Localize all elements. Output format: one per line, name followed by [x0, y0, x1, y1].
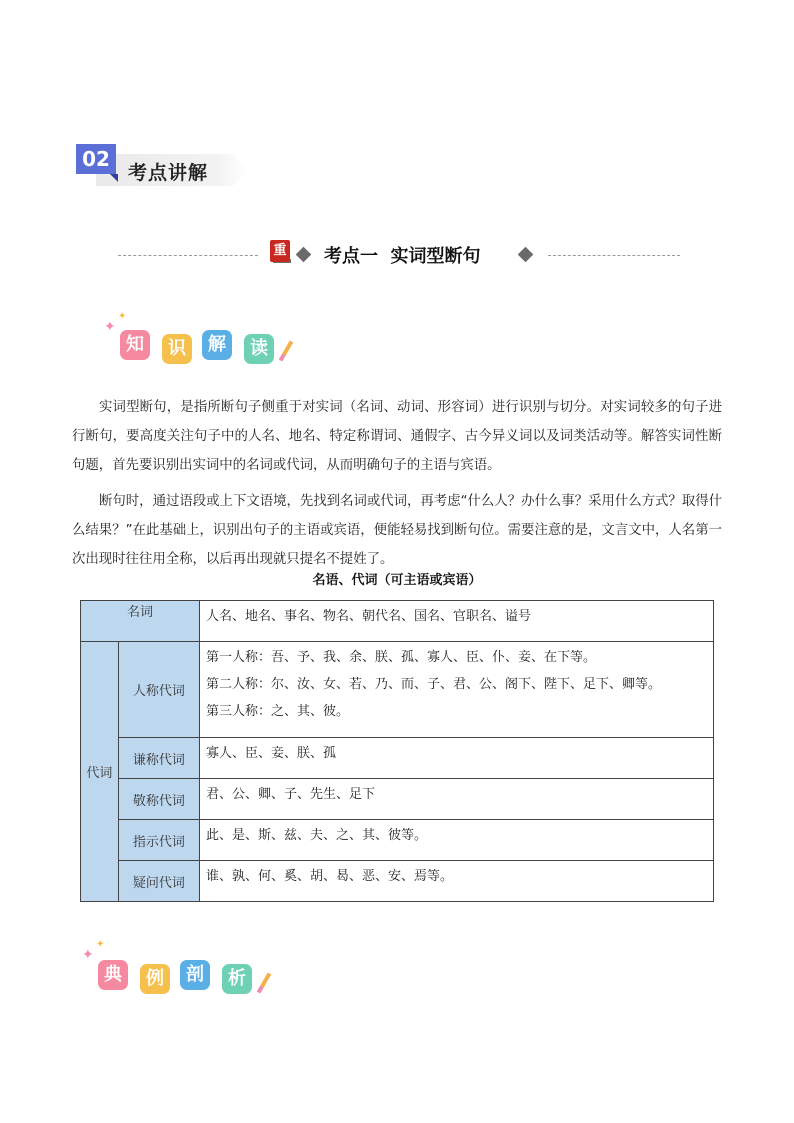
table-row	[81, 601, 714, 642]
pronoun-header: 代词	[81, 642, 119, 902]
row-line: 第三人称：之、其、彼。	[206, 704, 350, 719]
badge-char: 剖	[180, 960, 210, 990]
row-label: 疑问代词	[118, 861, 199, 902]
row-label: 指示代词	[118, 820, 199, 861]
pencil-icon	[257, 972, 271, 993]
row-content: 此、是、斯、兹、夫、之、其、彼等。	[200, 820, 714, 861]
row-line: 第二人称：尔、汝、女、若、乃、而、子、君、公、阁下、陛下、足下、卿等。	[206, 677, 662, 692]
example-analysis-badges	[82, 940, 282, 998]
row-label: 人称代词	[118, 642, 199, 738]
word-class-table	[80, 600, 714, 902]
knowledge-reading-badges	[104, 312, 304, 370]
row-line: 第一人称：吾、予、我、余、朕、孤、寡人、臣、仆、妾、在下等。	[206, 650, 597, 665]
diamond-icon	[518, 247, 534, 263]
row-label: 敬称代词	[118, 779, 199, 820]
section-header	[76, 144, 248, 186]
table-caption: 名语、代词（可主语或宾语）	[312, 573, 482, 588]
badge-char: 解	[202, 330, 232, 360]
row-content: 谁、孰、何、奚、胡、曷、恶、安、焉等。	[200, 861, 714, 902]
badge-char: 析	[222, 964, 252, 994]
badge-char: 典	[98, 960, 128, 990]
badge-char: 识	[162, 334, 192, 364]
paragraph: 断句时，通过语段或上下文语境，先找到名词或代词，再考虑“什么人？办什么事？采用什么方式？取得什么结果？”在此基础上，识别出句子的主语或宾语，便能轻易找到断句位。需要注意的是，文言文中，人名第一次出现时往往用全称，以后再出现就只提名不提姓了。	[72, 494, 722, 567]
sparkle-icon: ✦	[82, 947, 94, 963]
section-number: 02	[76, 144, 116, 174]
table-row	[81, 642, 714, 738]
row-label: 谦称代词	[118, 738, 199, 779]
table-row	[81, 861, 714, 902]
badge-char: 知	[120, 330, 150, 360]
important-badge: 重	[270, 240, 290, 262]
dashed-divider-left	[118, 255, 258, 256]
sparkle-icon: ✦	[96, 939, 105, 950]
table-row	[81, 820, 714, 861]
section-number-tail	[110, 174, 118, 182]
section-title: 考点讲解	[128, 162, 209, 184]
sparkle-icon: ✦	[104, 319, 116, 335]
table-row	[81, 738, 714, 779]
diamond-icon	[296, 247, 312, 263]
paragraph: 实词型断句，是指所断句子侧重于对实词（名词、动词、形容词）进行识别与切分。对实词较多的句子进行断句，要高度关注句子中的人名、地名、特定称谓词、通假字、古今异义词以及词类活动等。解答实词性断句题，首先要识别出实词中的名词或代词，从而明确句子的主语与宾语。	[72, 400, 722, 473]
sparkle-icon: ✦	[118, 311, 127, 322]
table-row	[81, 779, 714, 820]
noun-header: 名词	[81, 601, 200, 642]
pencil-icon	[279, 340, 293, 361]
noun-content: 人名、地名、事名、物名、朝代名、国名、官职名、谥号	[200, 601, 714, 642]
dashed-divider-right	[548, 255, 680, 256]
badge-char: 读	[244, 334, 274, 364]
row-content	[200, 642, 714, 738]
row-content: 君、公、卿、子、先生、足下	[200, 779, 714, 820]
row-content: 寡人、臣、妾、朕、孤	[200, 738, 714, 779]
keypoint-title: 考点一 实词型断句	[324, 246, 481, 267]
keypoint-heading	[118, 234, 680, 274]
badge-char: 例	[140, 964, 170, 994]
